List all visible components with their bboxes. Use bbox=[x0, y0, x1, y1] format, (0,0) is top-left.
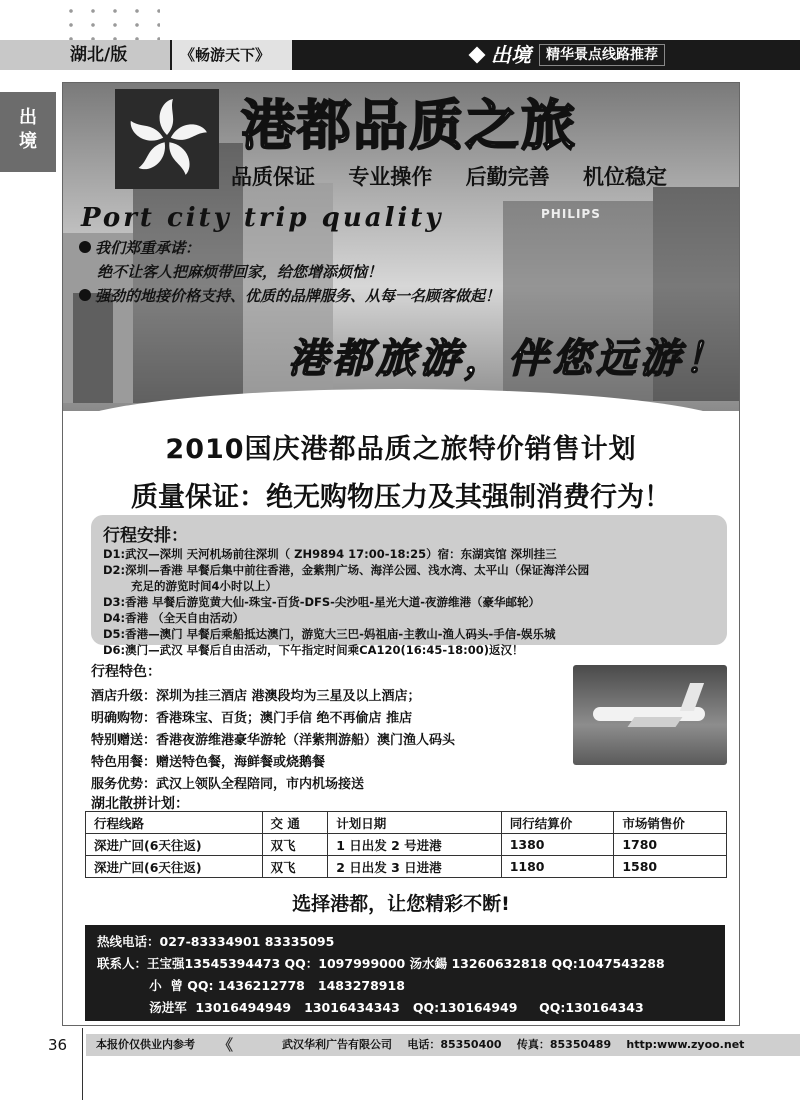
feature-label: 明确购物： bbox=[91, 711, 157, 726]
divider bbox=[82, 1028, 83, 1100]
bullet-icon bbox=[79, 289, 91, 301]
table-cell: 1780 bbox=[614, 834, 727, 856]
feature-label: 特别赠送： bbox=[91, 733, 157, 748]
hotline: 热线电话：027-83334901 83335095 bbox=[97, 934, 335, 949]
column-header: 市场销售价 bbox=[614, 812, 727, 834]
feature-item bbox=[91, 707, 412, 726]
slogan-row bbox=[231, 161, 683, 191]
itinerary-line: D4:香港 （全天自由活动） bbox=[103, 611, 245, 625]
airplane-wing bbox=[627, 717, 682, 727]
feature-item bbox=[91, 729, 455, 748]
contact-line: 联系人：王宝强13545394473 QQ：1097999000 汤水鍚 13260632818 QQ:1047543288 bbox=[97, 956, 665, 971]
big-slogan: 港都旅游，伴您远游！ bbox=[288, 336, 728, 382]
column-header: 同行结算价 bbox=[501, 812, 614, 834]
section-subtitle: 精华景点线路推荐 bbox=[539, 44, 665, 66]
promise-line: 绝不让客人把麻烦带回家，给您增添烦恼！ bbox=[97, 263, 383, 281]
feature-text: 香港夜游维港豪华游轮（洋紫荆游船）澳门渔人码头 bbox=[156, 733, 456, 748]
column-header: 行程线路 bbox=[86, 812, 263, 834]
double-chevron-icon: 《 bbox=[218, 1036, 234, 1054]
itinerary-line: D3:香港 早餐后游览黄大仙-珠宝-百货-DFS-尖沙咀-星光大道-夜游维港（豪华邮轮） bbox=[103, 595, 540, 609]
top-header-bar bbox=[0, 40, 800, 70]
main-title: 港都品质之旅 bbox=[241, 94, 577, 157]
table-cell: 1 日出发 2 号进港 bbox=[328, 834, 501, 856]
promise-line-text: 强劲的地接价格支持、优质的品牌服务、从每一名顾客做起！ bbox=[95, 287, 501, 305]
subheadline: 质量保证：绝无购物压力及其强制消费行为！ bbox=[131, 482, 671, 513]
contact-line: 汤进军 13016494949 13016434343 QQ:130164949 QQ:130164343 bbox=[97, 1000, 644, 1015]
plan-title: 湖北散拼计划： bbox=[91, 796, 189, 812]
table-row bbox=[86, 834, 727, 856]
features-title: 行程特色： bbox=[91, 664, 161, 680]
table-cell: 1180 bbox=[501, 856, 614, 878]
section-label: 出境 bbox=[491, 43, 531, 67]
itinerary-line: 充足的游览时间4小时以上） bbox=[131, 579, 278, 593]
table-cell: 双飞 bbox=[262, 856, 328, 878]
feature-text: 香港珠宝、百货；澳门手信 绝不再偷店 推店 bbox=[156, 711, 413, 726]
itinerary-line: D6:澳门—武汉 早餐后自由活动，下午指定时间乘CA120(16:45-18:00)返汉！ bbox=[103, 643, 524, 657]
table-row bbox=[86, 856, 727, 878]
philips-sign: PHILIPS bbox=[541, 207, 601, 221]
table-header-row bbox=[86, 812, 727, 834]
footer-note: 本报价仅供业内参考 bbox=[96, 1038, 195, 1051]
english-title: Port city trip quality bbox=[81, 203, 444, 233]
feature-label: 酒店升级： bbox=[91, 689, 157, 704]
ad-frame bbox=[62, 82, 740, 1026]
page-number: 36 bbox=[48, 1036, 68, 1054]
table-cell: 1380 bbox=[501, 834, 614, 856]
diamond-icon bbox=[469, 47, 486, 64]
choose-slogan: 选择港都，让您精彩不断! bbox=[292, 893, 510, 915]
headline: 2010国庆港都品质之旅特价销售计划 bbox=[165, 434, 637, 465]
slogan-item: 品质保证 bbox=[231, 165, 315, 189]
feature-item bbox=[91, 685, 421, 704]
feature-text: 赠送特色餐，海鲜餐或烧鹅餐 bbox=[156, 755, 326, 770]
contact-line: 小 曾 QQ: 1436212778 1483278918 bbox=[97, 978, 405, 993]
feature-item bbox=[91, 751, 325, 770]
table-cell: 1580 bbox=[614, 856, 727, 878]
promise-line bbox=[79, 285, 500, 306]
column-header: 交 通 bbox=[262, 812, 328, 834]
itinerary-line: D2:深圳—香港 早餐后集中前往香港，金紫荆广场、海洋公园、浅水湾、太平山（保证海洋公园 bbox=[103, 563, 590, 577]
promise-heading-text: 我们郑重承诺： bbox=[95, 239, 201, 257]
footer-bar bbox=[86, 1034, 800, 1056]
hero-banner bbox=[63, 83, 739, 411]
table-cell: 2 日出发 3 日进港 bbox=[328, 856, 501, 878]
bauhinia-flower-icon bbox=[115, 89, 219, 189]
decorative-dots bbox=[60, 4, 160, 40]
table-cell: 深进广回(6天往返) bbox=[86, 834, 263, 856]
section-header bbox=[455, 40, 800, 70]
promise-heading bbox=[79, 237, 200, 258]
slogan-item: 专业操作 bbox=[348, 165, 433, 189]
feature-text: 深圳为挂三酒店 港澳段均为三星及以上酒店； bbox=[156, 689, 421, 704]
column-header: 计划日期 bbox=[328, 812, 501, 834]
side-tab-label: 出境 bbox=[19, 107, 37, 152]
hong-kong-bauhinia-logo bbox=[115, 89, 219, 189]
table-cell: 双飞 bbox=[262, 834, 328, 856]
footer-company: 武汉华利广告有限公司 电话：85350400 传真：85350489 http:www.zyoo.net bbox=[282, 1038, 745, 1051]
itinerary-line: D5:香港—澳门 早餐后乘船抵达澳门，游览大三巴-妈祖庙-主教山-渔人码头-手信-娱乐城 bbox=[103, 627, 556, 641]
slogan-item: 机位稳定 bbox=[582, 165, 667, 189]
feature-label: 服务优势： bbox=[91, 777, 157, 792]
feature-text: 武汉上领队全程陪同，市内机场接送 bbox=[156, 777, 365, 792]
airplane-photo bbox=[573, 665, 727, 765]
region-label: 湖北/版 bbox=[0, 40, 170, 70]
slogan-item: 后勤完善 bbox=[465, 165, 550, 189]
side-tab bbox=[0, 92, 56, 172]
feature-item bbox=[91, 773, 364, 792]
skyline-building bbox=[73, 293, 113, 403]
itinerary-box bbox=[91, 515, 727, 657]
column-label: 《畅游天下》 bbox=[172, 40, 292, 70]
feature-label: 特色用餐： bbox=[91, 755, 157, 770]
itinerary-title: 行程安排： bbox=[103, 526, 188, 546]
contact-box bbox=[85, 925, 725, 1021]
table-cell: 深进广回(6天往返) bbox=[86, 856, 263, 878]
price-table bbox=[85, 811, 727, 878]
bullet-icon bbox=[79, 241, 91, 253]
itinerary-line: D1:武汉—深圳 天河机场前往深圳（ ZH9894 17:00-18:25）宿：东湖宾馆 深圳挂三 bbox=[103, 547, 557, 561]
